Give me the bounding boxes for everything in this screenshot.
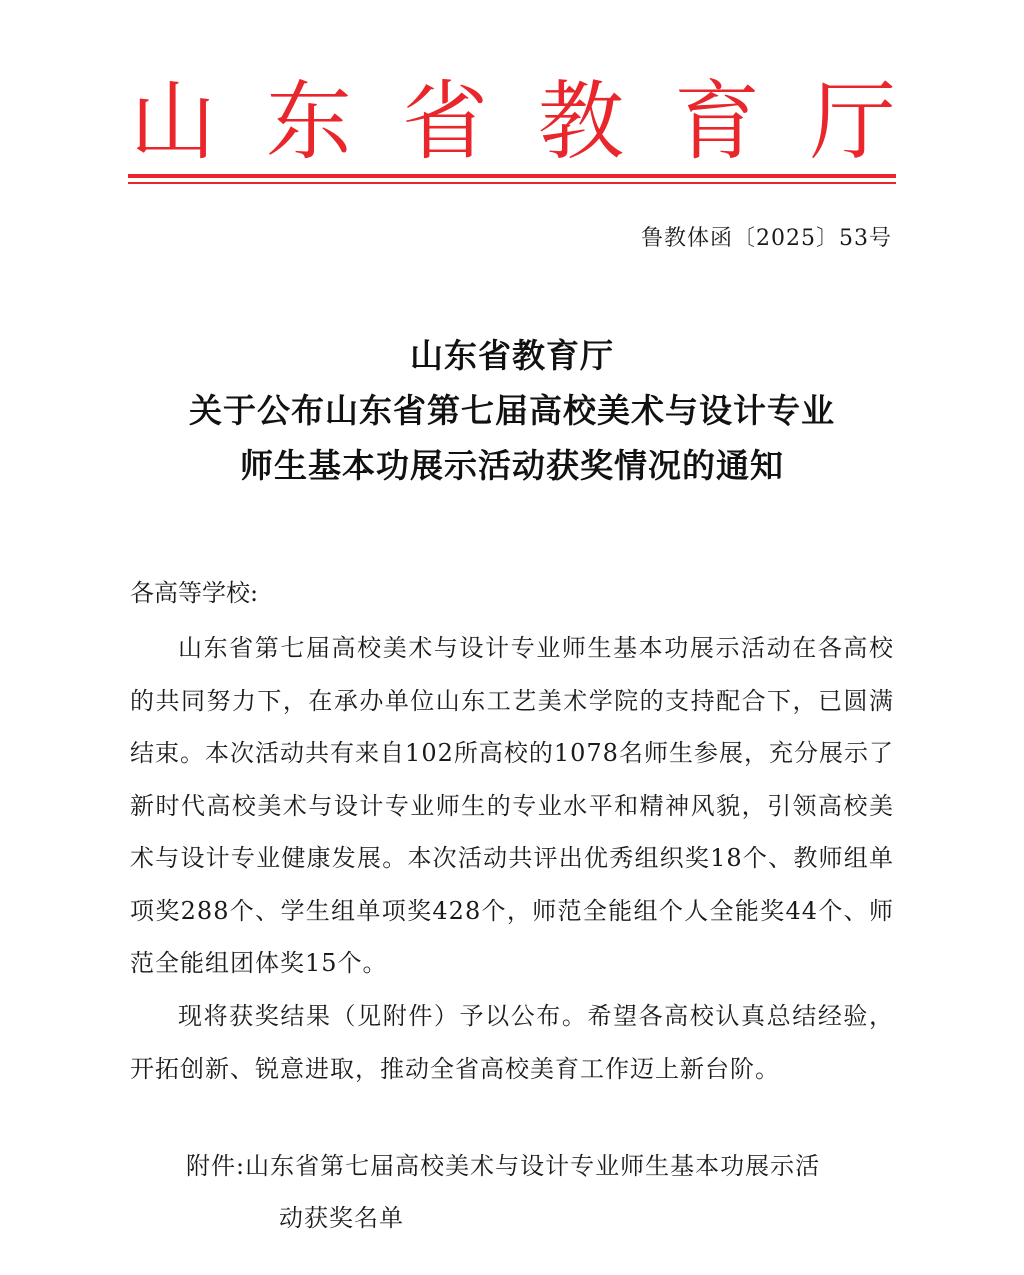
document-title [90, 328, 934, 493]
attachment-label: 附件: [186, 1152, 246, 1180]
title-line-2: 关于公布山东省第七届高校美术与设计专业 [189, 391, 835, 430]
attachment-note [186, 1140, 896, 1244]
salutation: 各高等学校: [130, 579, 259, 607]
letterhead [130, 72, 896, 172]
letterhead-char: 山 [130, 72, 216, 172]
letterhead-char: 教 [538, 72, 624, 172]
letterhead-divider-thick [128, 174, 896, 178]
document-number: 鲁教体函〔2025〕53号 [641, 226, 892, 251]
attachment-title-line-1: 山东省第七届高校美术与设计专业师生基本功展示活 [245, 1152, 821, 1180]
letterhead-char: 省 [402, 72, 488, 172]
letterhead-char: 东 [266, 72, 352, 172]
body-paragraph: 现将获奖结果（见附件）予以公布。希望各高校认真总结经验，开拓创新、锐意进取，推动全省高校美育工作迈上新台阶。 [130, 1002, 894, 1083]
title-line-1: 山东省教育厅 [410, 336, 614, 375]
body-paragraph: 山东省第七届高校美术与设计专业师生基本功展示活动在各高校的共同努力下，在承办单位山东工艺美术学院的支持配合下，已圆满结束。本次活动共有来自102所高校的1078名师生参展，充分展示了新时代高校美术与设计专业师生的专业水平和精神风貌，引领高校美术与设计专业健康发展。本次活动共评出优秀组织奖18个、教师组单项奖288个、学生组单项奖428个，师范全能组个人全能奖44个、师范全能组团体奖15个。 [130, 634, 894, 977]
title-line-3: 师生基本功展示活动获奖情况的通知 [240, 446, 784, 485]
letterhead-char: 厅 [810, 72, 896, 172]
letterhead-divider-thin [128, 182, 896, 184]
attachment-title-line-2: 动获奖名单 [279, 1204, 404, 1232]
letterhead-char: 育 [674, 72, 760, 172]
